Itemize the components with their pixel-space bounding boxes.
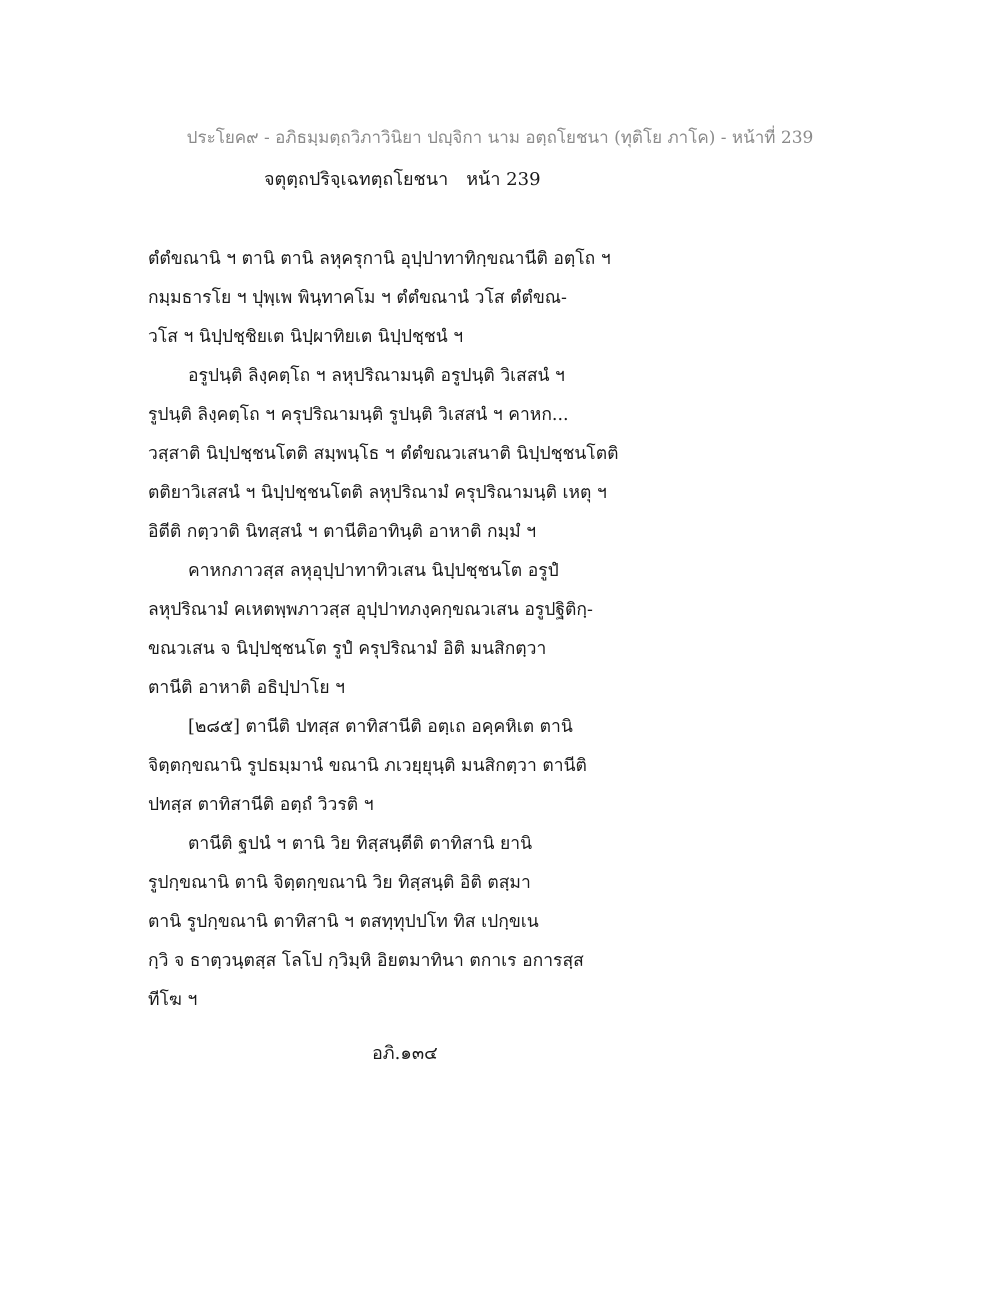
chapter-name: จตุตฺถปริจฺเฉทตฺถโยชนา: [264, 169, 449, 190]
text-line: ตติยาวิเสสนํ ฯ นิปฺปชฺชนโตติ ลหุปริณามํ ครุปริณามนฺติ เหตุ ฯ: [148, 483, 607, 503]
text-line: จิตฺตกฺขณานิ รูปธมฺมานํ ขณานิ ภเวยฺยุนฺติ มนสิกตฺวา ตานีติ: [148, 756, 587, 776]
text-line: อิตีติ กตฺวาติ นิทสฺสนํ ฯ ตานีติอาทินฺติ อาหาติ กมฺมํ ฯ: [148, 522, 537, 542]
chapter-title: [264, 164, 541, 193]
body-text: [148, 240, 708, 1020]
text-line: ตานีติ อาหาติ อธิปฺปาโย ฯ: [148, 678, 345, 698]
text-line: ทีโฆ ฯ: [148, 990, 198, 1010]
text-line: ลหุปริณามํ คเหตพฺพภาวสฺส อุปฺปาทภงฺคกฺขณวเสน อรูปฐิติกฺ-: [148, 600, 593, 620]
text-line: คาหกภาวสฺส ลหุอุปฺปาทาทิวเสน นิปฺปชฺชนโต อรูปํ: [188, 561, 559, 581]
text-line: ตํตํขณานิ ฯ ตานิ ตานิ ลหุครุกานิ อุปฺปาทาทิกฺขณานีติ อตฺโถ ฯ: [148, 249, 611, 269]
text-line: ตานิ รูปกฺขณานิ ตาทิสานิ ฯ ตสทฺทุปปโท ทิส เปกฺขเน: [148, 912, 539, 932]
text-line: วโส ฯ นิปฺปชฺชิยเต นิปฺผาทิยเต นิปฺปชฺชนํ ฯ: [148, 327, 464, 347]
text-line: รูปนฺติ ลิงฺคตฺโถ ฯ ครุปริณามนฺติ รูปนฺติ วิเสสนํ ฯ คาหก...: [148, 405, 569, 425]
running-header: ประโยค๙ - อภิธมฺมตฺถวิภาวินิยา ปญฺจิกา นาม อตฺถโยชนา (ทุติโย ภาโค) - หน้าที่ 239: [186, 128, 814, 148]
text-line: วสฺสาติ นิปฺปชฺชนโตติ สมฺพนฺโธ ฯ ตํตํขณวเสนาติ นิปฺปชฺชนโตติ: [148, 444, 619, 464]
text-line: [๒๘๕] ตานีติ ปทสฺส ตาทิสานีติ อตฺเถ อคฺคหิเต ตานิ: [188, 717, 573, 737]
text-line: ขณวเสน จ นิปฺปชฺชนโต รูปํ ครุปริณามํ อิติ มนสิกตฺวา: [148, 639, 547, 659]
text-line: กฺวิ จ ธาตฺวนฺตสฺส โลโป กฺวิมฺหิ อิยตมาทินา ตกาเร อการสฺส: [148, 951, 584, 971]
text-line: ตานีติ ฐปนํ ฯ ตานิ วิย ทิสฺสนฺตีติ ตาทิสานิ ยานิ: [188, 834, 533, 854]
text-line: กมฺมธารโย ฯ ปุพฺเพ พินฺทาคโม ฯ ตํตํขณานํ วโส ตํตํขณ-: [148, 288, 567, 308]
text-line: อรูปนฺติ ลิงฺคตฺโถ ฯ ลหุปริณามนฺติ อรูปนฺติ วิเสสนํ ฯ: [188, 366, 565, 386]
page-footer-code: อภิ.๑๓๔: [372, 1043, 438, 1064]
text-line: ปทสฺส ตาทิสานีติ อตฺถํ วิวรติ ฯ: [148, 795, 374, 815]
text-line: รูปกฺขณานิ ตานิ จิตฺตกฺขณานิ วิย ทิสฺสนฺติ อิติ ตสฺมา: [148, 873, 531, 893]
page-number: หน้า 239: [466, 169, 541, 190]
